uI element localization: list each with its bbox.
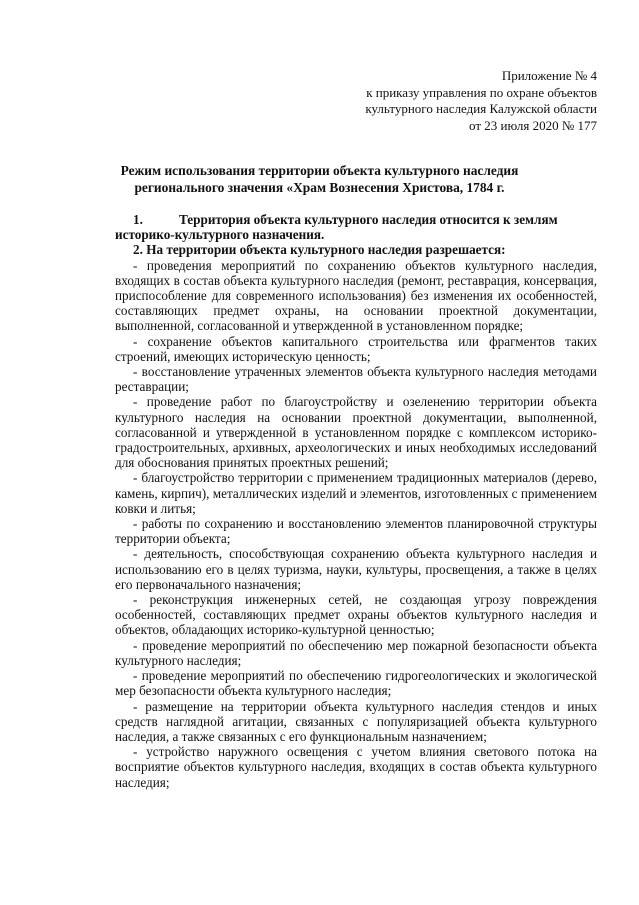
document-body <box>115 212 597 790</box>
list-item: - проведение работ по благоустройству и озеленению территории объекта культурного наследия на основании проектной документации, выполненной, согласованной и утвержденной в установленном порядке с комплексом историко-градостроительных, архивных, археологических и иных необходимых исследований для обоснования принятых проектных решений; <box>115 394 597 471</box>
list-item: - проведения мероприятий по сохранению объектов культурного наследия, входящих в состав объекта культурного наследия (ремонт, реставрация, консервация, приспособление для современного использования) без изменения их особенностей, составляющих предмет охраны, на основании проектной документации, выполненной, согласованной и утвержденной в установленном порядке; <box>115 257 597 334</box>
list-item: - размещение на территории объекта культурного наследия стендов и иных средств наглядной агитации, связанных с популяризацией объекта культурного наследия, а также связанных с его функциональным назначением; <box>115 698 597 744</box>
section-1-text-line-1: Территория объекта культурного наследия относится к землям <box>179 212 558 227</box>
section-1 <box>115 212 597 227</box>
section-2-heading: 2. На территории объекта культурного наследия разрешается: <box>133 242 506 258</box>
section-1-text-line-2: историко-культурного назначения. <box>115 227 325 243</box>
title-line-1: Режим использования территории объекта культурного наследия <box>120 163 519 178</box>
list-item: - сохранение объектов капитального строительства или фрагментов таких строений, имеющих историческую ценность; <box>115 333 597 364</box>
title-line-2: регионального значения «Храм Вознесения Христова, 1784 г. <box>134 180 505 195</box>
list-item: - реконструкция инженерных сетей, не создающая угрозу повреждения особенностей, составляющих предмет охраны объектов культурного наследия и объектов, обладающих историко-культурной ценностью; <box>115 592 597 638</box>
appendix-line-2: к приказу управления по охране объектов <box>366 84 597 100</box>
list-item: - работы по сохранению и восстановлению элементов планировочной структуры территории объекта; <box>115 516 597 547</box>
appendix-header <box>365 68 597 134</box>
appendix-line-1: Приложение № 4 <box>501 68 597 83</box>
list-item: - проведение мероприятий по обеспечению гидрогеологических и экологической мер безопасности объекта культурного наследия; <box>115 668 597 699</box>
list-item: - проведение мероприятий по обеспечению мер пожарной безопасности объекта культурного наследия; <box>115 637 597 668</box>
appendix-line-3: культурного наследия Калужской области <box>365 101 597 117</box>
list-item: - деятельность, способствующая сохранению объекта культурного наследия и использованию его в целях туризма, науки, культуры, просвещения, а также в целях его первоначального назначения; <box>115 546 597 592</box>
list-item: - благоустройство территории с применением традиционных материалов (дерево, камень, кирпич), металлических изделий и элементов, изготовленных с применением ковки и литья; <box>115 470 597 516</box>
document-title <box>0 162 639 196</box>
list-item: - восстановление утраченных элементов объекта культурного наследия методами реставрации; <box>115 364 597 395</box>
list-item: - устройство наружного освещения с учетом влияния светового потока на восприятие объектов культурного наследия, входящих в состав объекта культурного наследия; <box>115 744 597 790</box>
section-1-number: 1. <box>133 212 143 227</box>
appendix-line-4: от 23 июля 2020 № 177 <box>469 117 597 133</box>
